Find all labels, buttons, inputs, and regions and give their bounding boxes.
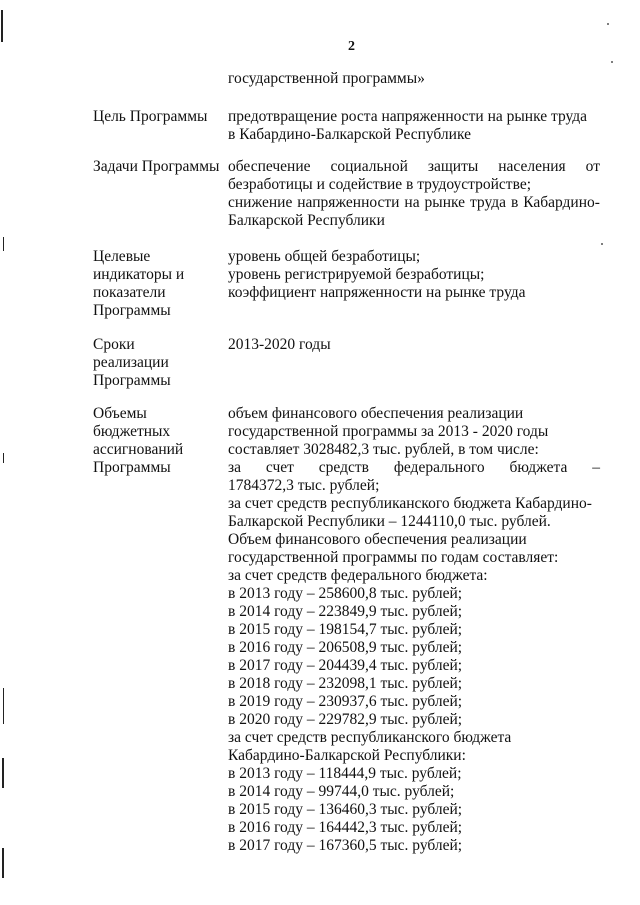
word: за bbox=[228, 459, 242, 476]
funding-details bbox=[228, 477, 600, 855]
indicator-line: коэффициент напряженности на рынке труда bbox=[228, 284, 526, 301]
funding-year-line: в 2014 году – 223849,9 тыс. рублей; bbox=[228, 603, 463, 620]
indicator-line: уровень регистрируемой безработицы; bbox=[228, 266, 485, 283]
label-line: Сроки bbox=[93, 336, 135, 353]
goal-content bbox=[228, 108, 600, 144]
funding-content bbox=[228, 405, 600, 855]
word: социальной bbox=[330, 158, 408, 175]
label-line: ассигнований bbox=[93, 441, 184, 458]
funding-line: Кабардино-Балкарской Республики: bbox=[228, 747, 466, 764]
label-line: Программы bbox=[93, 302, 171, 319]
indicator-line: уровень общей безработицы; bbox=[228, 248, 421, 265]
scan-edge-mark-6 bbox=[2, 848, 4, 878]
word: Кабардино- bbox=[523, 194, 600, 211]
tasks-line-justified bbox=[228, 158, 600, 176]
funding-year-line: в 2019 году – 230937,6 тыс. рублей; bbox=[228, 693, 463, 710]
funding-year-line: в 2016 году – 164442,3 тыс. рублей; bbox=[228, 819, 463, 836]
funding-year-line: в 2020 году – 229782,9 тыс. рублей; bbox=[228, 711, 463, 728]
label-line: Программы bbox=[93, 459, 171, 476]
funding-year-line: в 2017 году – 204439,4 тыс. рублей; bbox=[228, 657, 463, 674]
word: на bbox=[404, 194, 420, 211]
tasks-label: Задачи Программы bbox=[93, 158, 220, 175]
scan-speck-2 bbox=[611, 61, 613, 63]
program-title-tail: государственной программы» bbox=[228, 70, 425, 87]
funding-year-line: в 2015 году – 198154,7 тыс. рублей; bbox=[228, 621, 463, 638]
funding-line: 1784372,3 тыс. рублей; bbox=[228, 477, 380, 494]
indicators-content bbox=[228, 248, 600, 302]
funding-year-line: в 2014 году – 99744,0 тыс. рублей; bbox=[228, 783, 455, 800]
funding-year-line: в 2017 году – 167360,5 тыс. рублей; bbox=[228, 837, 463, 854]
scan-edge-mark-3 bbox=[3, 453, 4, 463]
funding-line: Балкарской Республики – 1244110,0 тыс. рублей. bbox=[228, 513, 551, 530]
word: бюджета bbox=[509, 459, 568, 476]
word: в bbox=[510, 194, 519, 211]
tasks-line: Балкарской Республики bbox=[228, 212, 385, 229]
label-line: Целевые bbox=[93, 248, 151, 265]
word: защиты bbox=[427, 158, 479, 175]
funding-intro bbox=[228, 405, 600, 459]
goal-label: Цель Программы bbox=[93, 108, 208, 125]
funding-line: за счет средств республиканского бюджета Кабардино- bbox=[228, 495, 592, 512]
word: рынке bbox=[424, 194, 466, 211]
label-line: реализации bbox=[93, 354, 169, 371]
label-line: показатели bbox=[93, 284, 166, 301]
funding-year-line: в 2018 году – 232098,1 тыс. рублей; bbox=[228, 675, 463, 692]
funding-year-line: в 2015 году – 136460,3 тыс. рублей; bbox=[228, 801, 463, 818]
word: населения bbox=[498, 158, 566, 175]
word: труда bbox=[469, 194, 507, 211]
goal-line: в Кабардино-Балкарской Республике bbox=[228, 126, 471, 143]
funding-line: объем финансового обеспечения реализации bbox=[228, 405, 524, 422]
funding-label bbox=[93, 405, 221, 477]
funding-year-line: в 2016 году – 206508,9 тыс. рублей; bbox=[228, 639, 463, 656]
word: федерального bbox=[393, 459, 485, 476]
funding-year-line: в 2013 году – 118444,9 тыс. рублей; bbox=[228, 765, 462, 782]
word: счет bbox=[265, 459, 294, 476]
scan-edge-mark-2 bbox=[3, 237, 4, 251]
funding-line: государственной программы за 2013 - 2020 годы bbox=[228, 423, 549, 440]
word: от bbox=[585, 158, 600, 175]
label-line: бюджетных bbox=[93, 423, 171, 440]
word: снижение bbox=[228, 194, 293, 211]
funding-line: за счет средств федерального бюджета: bbox=[228, 567, 488, 584]
funding-line: за счет средств республиканского бюджета bbox=[228, 729, 512, 746]
label-line: Программы bbox=[93, 372, 171, 389]
label-line: Объемы bbox=[93, 405, 147, 422]
scan-speck-1 bbox=[607, 23, 609, 25]
funding-year-line: в 2013 году – 258600,8 тыс. рублей; bbox=[228, 585, 463, 602]
tasks-line: безработицы и содействие в трудоустройстве; bbox=[228, 176, 531, 193]
funding-line: Объем финансового обеспечения реализации bbox=[228, 531, 527, 548]
scan-edge-mark-4 bbox=[3, 688, 4, 724]
word: средств bbox=[318, 459, 369, 476]
scan-edge-mark-top bbox=[1, 10, 3, 42]
word: обеспечение bbox=[228, 158, 311, 175]
terms-value: 2013-2020 годы bbox=[228, 336, 331, 353]
terms-label bbox=[93, 336, 221, 390]
funding-line: составляет 3028482,3 тыс. рублей, в том числе: bbox=[228, 441, 539, 458]
funding-line: государственной программы по годам составляет: bbox=[228, 549, 559, 566]
indicators-label bbox=[93, 248, 221, 320]
tasks-line-justified bbox=[228, 194, 600, 212]
funding-line-justified bbox=[228, 459, 600, 477]
page-number: 2 bbox=[348, 39, 355, 54]
goal-line: предотвращение роста напряженности на рынке труда bbox=[228, 108, 588, 125]
word: – bbox=[592, 459, 600, 476]
scan-edge-mark-5 bbox=[2, 758, 4, 788]
tasks-content bbox=[228, 158, 600, 230]
scan-speck-3 bbox=[601, 243, 603, 245]
label-line: индикаторы и bbox=[93, 266, 185, 283]
word: напряженности bbox=[297, 194, 400, 211]
